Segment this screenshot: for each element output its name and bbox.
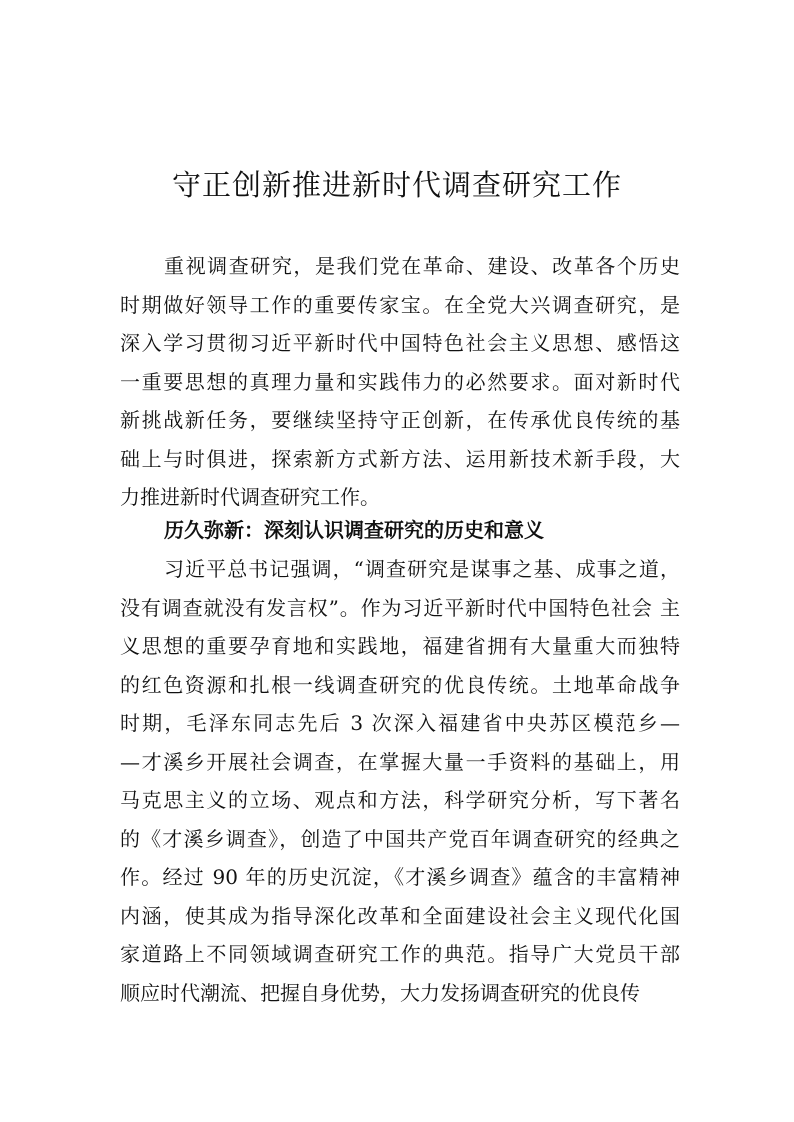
paragraph-line: 重视调查研究，是我们党在革命、建设、改革各个历史 [164, 254, 680, 278]
paragraph-line: 新挑战新任务，要继续坚持守正创新，在传承优良传统的基 [120, 408, 680, 432]
paragraph-line: 时期做好领导工作的重要传家宝。在全党大兴调查研究，是 [120, 292, 680, 317]
paragraph-line: 家道路上不同领域调查研究工作的典范。指导广大党员干部 [120, 942, 680, 966]
paragraph-line: 义思想的重要孕育地和实践地，福建省拥有大量重大而独特 [120, 634, 680, 658]
paragraph-line: 内涵，使其成为指导深化改革和全面建设社会主义现代化国 [120, 903, 680, 928]
paragraph-line: 作。经过 90 年的历史沉淀，《才溪乡调查》蕴含的丰富精神 [120, 865, 680, 889]
paragraph-line: 没有调查就没有发言权”。作为习近平新时代中国特色社会 主 [120, 595, 680, 620]
section-paragraph [120, 550, 680, 1012]
section-heading: 历久弥新：深刻认识调查研究的历史和意义 [164, 518, 544, 542]
intro-paragraph [120, 247, 680, 517]
paragraph-line: 力推进新时代调查研究工作。 [120, 485, 380, 509]
paragraph-line: 马克思主义的立场、观点和方法，科学研究分析，写下著名 [120, 788, 680, 812]
paragraph-line: 习近平总书记强调，“调查研究是谋事之基、成事之道， [164, 557, 680, 581]
paragraph-line: 础上与时俱进，探索新方式新方法、运用新技术新手段，大 [120, 446, 680, 471]
paragraph-line: 的红色资源和扎根一线调查研究的优良传统。土地革命战争 [120, 672, 680, 697]
paragraph-line: 的《才溪乡调查》，创造了中国共产党百年调查研究的经典之 [120, 826, 680, 851]
paragraph-line: 一重要思想的真理力量和实践伟力的必然要求。面对新时代 [120, 369, 680, 394]
paragraph-line: 顺应时代潮流、把握自身优势，大力发扬调查研究的优良传 [120, 980, 640, 1005]
paragraph-line: 时期，毛泽东同志先后 3 次深入福建省中央苏区模范乡— [120, 711, 680, 735]
paragraph-line: 深入学习贯彻习近平新时代中国特色社会主义思想、感悟这 [120, 331, 680, 355]
paragraph-line: —才溪乡开展社会调查，在掌握大量一手资料的基础上，用 [120, 749, 680, 774]
document-title: 守正创新推进新时代调查研究工作 [171, 168, 622, 203]
